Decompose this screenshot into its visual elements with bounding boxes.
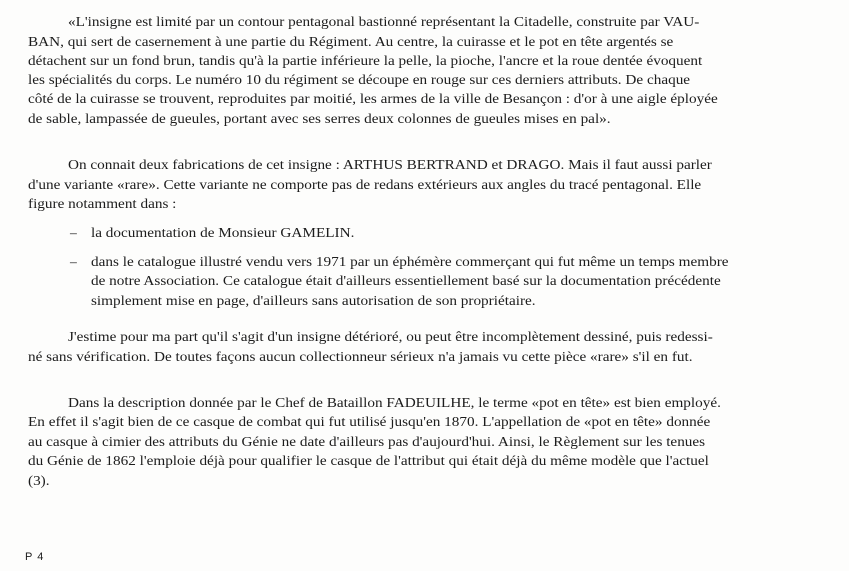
paragraph-1-line-2: BAN, qui sert de casernement à une partie du Régiment. Au centre, la cuirasse et le pot en tête argentés se bbox=[28, 34, 674, 49]
paragraph-4-line-5: (3). bbox=[28, 473, 50, 488]
paragraph-2-line-2: d'une variante «rare». Cette variante ne comporte pas de redans extérieurs aux angles du tracé pentagonal. Elle bbox=[28, 177, 702, 192]
paragraph-1-line-6: de sable, lampassée de gueules, portant avec ses serres deux colonnes de gueules mises en pal». bbox=[28, 111, 611, 126]
paragraph-1-line-1: «L'insigne est limité par un contour pentagonal bastionné représentant la Citadelle, construite par VAU- bbox=[68, 14, 700, 29]
page-number: P 4 bbox=[25, 551, 45, 563]
bullet-dash-2: – bbox=[70, 254, 77, 269]
bullet-1-line-1: la documentation de Monsieur GAMELIN. bbox=[91, 225, 355, 240]
paragraph-4-line-1: Dans la description donnée par le Chef de Bataillon FADEUILHE, le terme «pot en tête» est bien employé. bbox=[68, 395, 721, 410]
paragraph-1-line-5: côté de la cuirasse se trouvent, reproduites par moitié, les armes de la ville de Besançon : d'or à une aigle éployée bbox=[28, 91, 718, 106]
bullet-dash-1: – bbox=[70, 225, 77, 240]
paragraph-4-line-4: du Génie de 1862 l'emploie déjà pour qualifier le casque de l'attribut qui était déjà du même modèle que l'actuel bbox=[28, 453, 709, 468]
paragraph-1-line-4: les spécialités du corps. Le numéro 10 du régiment se découpe en rouge sur ces derniers attributs. De chaque bbox=[28, 72, 691, 87]
bullet-2-line-1: dans le catalogue illustré vendu vers 1971 par un éphémère commerçant qui fut même un temps membre bbox=[91, 254, 729, 269]
paragraph-2-line-1: On connait deux fabrications de cet insigne : ARTHUS BERTRAND et DRAGO. Mais il faut aussi parler bbox=[68, 157, 712, 172]
paragraph-1-line-3: détachent sur un fond brun, tandis qu'à la partie inférieure la pelle, la pioche, l'ancre et la roue dentée évoquent bbox=[28, 53, 703, 68]
paragraph-4-line-2: En effet il s'agit bien de ce casque de combat qui fut utilisé jusqu'en 1870. L'appellation de «pot en tête» donnée bbox=[28, 414, 711, 429]
paragraph-2-line-3: figure notamment dans : bbox=[28, 196, 177, 211]
bullet-2-line-3: simplement mise en page, d'ailleurs sans autorisation de son propriétaire. bbox=[91, 293, 536, 308]
paragraph-3-line-2: né sans vérification. De toutes façons aucun collectionneur sérieux n'a jamais vu cette pièce «rare» s'il en fut. bbox=[28, 349, 693, 364]
bullet-2-line-2: de notre Association. Ce catalogue était d'ailleurs essentiellement basé sur la documentation précédente bbox=[91, 273, 721, 288]
paragraph-3-line-1: J'estime pour ma part qu'il s'agit d'un insigne détérioré, ou peut être incomplètement dessiné, puis redessi- bbox=[68, 329, 713, 344]
paragraph-4-line-3: au casque à cimier des attributs du Génie ne date d'ailleurs pas d'aujourd'hui. Ainsi, le Règlement sur les tenues bbox=[28, 434, 706, 449]
